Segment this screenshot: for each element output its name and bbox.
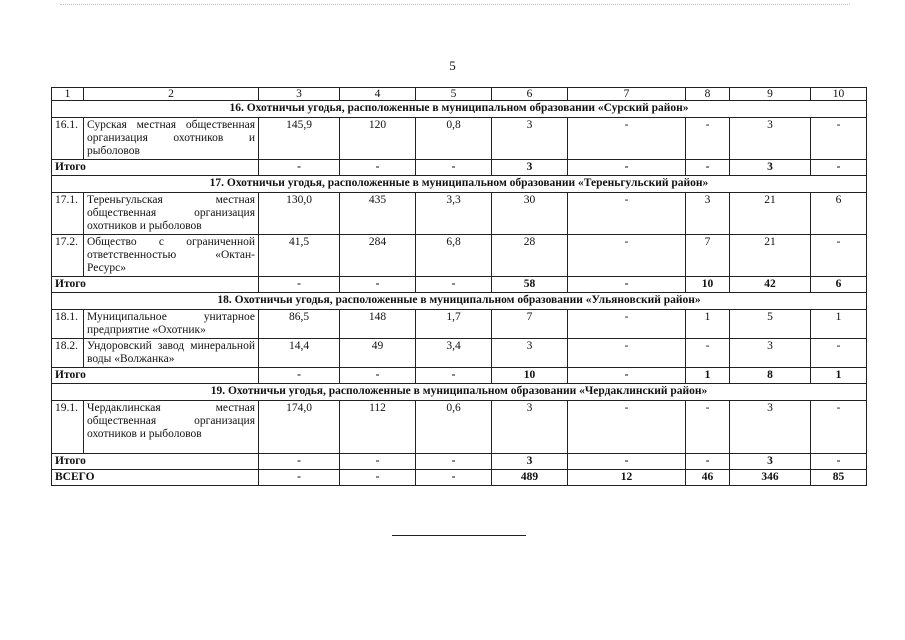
subtotal-c5: - bbox=[416, 160, 492, 176]
cell-c4: 49 bbox=[340, 339, 416, 368]
subtotal-c8: - bbox=[686, 454, 730, 470]
organization-name: Чердаклинская местная общественная организация охотников и рыболовов bbox=[84, 401, 259, 454]
cell-c3: 41,5 bbox=[259, 235, 340, 277]
cell-c7: - bbox=[568, 235, 686, 277]
table-row bbox=[52, 118, 867, 160]
col-header: 1 bbox=[52, 88, 84, 101]
subtotal-c3: - bbox=[259, 160, 340, 176]
grand-total-label: ВСЕГО bbox=[52, 470, 259, 486]
cell-c4: 120 bbox=[340, 118, 416, 160]
hunting-grounds-table bbox=[51, 87, 867, 486]
subtotal-label: Итого bbox=[52, 160, 259, 176]
table-row bbox=[52, 310, 867, 339]
organization-name: Муниципальное унитарное предприятие «Охотник» bbox=[84, 310, 259, 339]
subtotal-c4: - bbox=[340, 454, 416, 470]
cell-c9: 21 bbox=[730, 235, 811, 277]
cell-c8: 3 bbox=[686, 193, 730, 235]
col-header: 3 bbox=[259, 88, 340, 101]
cell-c8: - bbox=[686, 339, 730, 368]
col-header: 8 bbox=[686, 88, 730, 101]
subtotal-c5: - bbox=[416, 454, 492, 470]
section-header-row bbox=[52, 176, 867, 193]
grand-total-c7: 12 bbox=[568, 470, 686, 486]
cell-c7: - bbox=[568, 339, 686, 368]
subtotal-c3: - bbox=[259, 368, 340, 384]
subtotal-row bbox=[52, 160, 867, 176]
grand-total-row bbox=[52, 470, 867, 486]
table-row bbox=[52, 401, 867, 454]
cell-c5: 0,6 bbox=[416, 401, 492, 454]
grand-total-c4: - bbox=[340, 470, 416, 486]
col-header: 10 bbox=[811, 88, 867, 101]
section-title: 16. Охотничьи угодья, расположенные в муниципальном образовании «Сурский район» bbox=[52, 101, 867, 118]
subtotal-c10: - bbox=[811, 160, 867, 176]
scan-artifact-line bbox=[60, 4, 850, 5]
cell-c3: 14,4 bbox=[259, 339, 340, 368]
cell-c4: 284 bbox=[340, 235, 416, 277]
table-row bbox=[52, 235, 867, 277]
subtotal-c8: 10 bbox=[686, 277, 730, 293]
table-row bbox=[52, 193, 867, 235]
section-header-row bbox=[52, 384, 867, 401]
cell-c10: - bbox=[811, 339, 867, 368]
cell-c7: - bbox=[568, 401, 686, 454]
end-divider-line bbox=[392, 535, 526, 536]
grand-total-c10: 85 bbox=[811, 470, 867, 486]
subtotal-c6: 58 bbox=[492, 277, 568, 293]
subtotal-c7: - bbox=[568, 368, 686, 384]
subtotal-c3: - bbox=[259, 454, 340, 470]
row-number: 19.1. bbox=[52, 401, 84, 454]
subtotal-row bbox=[52, 368, 867, 384]
cell-c10: - bbox=[811, 401, 867, 454]
subtotal-c8: 1 bbox=[686, 368, 730, 384]
cell-c8: 7 bbox=[686, 235, 730, 277]
col-header: 4 bbox=[340, 88, 416, 101]
cell-c9: 5 bbox=[730, 310, 811, 339]
subtotal-c9: 3 bbox=[730, 454, 811, 470]
col-header: 2 bbox=[84, 88, 259, 101]
subtotal-c7: - bbox=[568, 277, 686, 293]
page-number: 5 bbox=[449, 58, 456, 73]
subtotal-c7: - bbox=[568, 454, 686, 470]
subtotal-row bbox=[52, 277, 867, 293]
subtotal-label: Итого bbox=[52, 454, 259, 470]
row-number: 16.1. bbox=[52, 118, 84, 160]
col-header: 7 bbox=[568, 88, 686, 101]
cell-c8: - bbox=[686, 401, 730, 454]
subtotal-c10: 1 bbox=[811, 368, 867, 384]
section-header-row bbox=[52, 293, 867, 310]
grand-total-c3: - bbox=[259, 470, 340, 486]
subtotal-c9: 8 bbox=[730, 368, 811, 384]
subtotal-c9: 42 bbox=[730, 277, 811, 293]
cell-c8: 1 bbox=[686, 310, 730, 339]
cell-c9: 3 bbox=[730, 401, 811, 454]
grand-total-c9: 346 bbox=[730, 470, 811, 486]
cell-c5: 0,8 bbox=[416, 118, 492, 160]
cell-c7: - bbox=[568, 310, 686, 339]
subtotal-c6: 10 bbox=[492, 368, 568, 384]
cell-c3: 130,0 bbox=[259, 193, 340, 235]
subtotal-c5: - bbox=[416, 277, 492, 293]
cell-c5: 1,7 bbox=[416, 310, 492, 339]
cell-c3: 86,5 bbox=[259, 310, 340, 339]
subtotal-c7: - bbox=[568, 160, 686, 176]
grand-total-c6: 489 bbox=[492, 470, 568, 486]
subtotal-c3: - bbox=[259, 277, 340, 293]
cell-c10: 1 bbox=[811, 310, 867, 339]
subtotal-c8: - bbox=[686, 160, 730, 176]
cell-c5: 3,3 bbox=[416, 193, 492, 235]
row-number: 17.1. bbox=[52, 193, 84, 235]
section-title: 17. Охотничьи угодья, расположенные в муниципальном образовании «Тереньгульский район» bbox=[52, 176, 867, 193]
section-title: 18. Охотничьи угодья, расположенные в муниципальном образовании «Ульяновский район» bbox=[52, 293, 867, 310]
cell-c4: 435 bbox=[340, 193, 416, 235]
organization-name: Общество с ограниченной ответственностью «Октан-Ресурс» bbox=[84, 235, 259, 277]
column-number-row bbox=[52, 88, 867, 101]
cell-c5: 3,4 bbox=[416, 339, 492, 368]
cell-c10: - bbox=[811, 235, 867, 277]
col-header: 5 bbox=[416, 88, 492, 101]
subtotal-c9: 3 bbox=[730, 160, 811, 176]
cell-c6: 3 bbox=[492, 401, 568, 454]
subtotal-c5: - bbox=[416, 368, 492, 384]
cell-c6: 28 bbox=[492, 235, 568, 277]
cell-c4: 148 bbox=[340, 310, 416, 339]
cell-c5: 6,8 bbox=[416, 235, 492, 277]
row-number: 18.1. bbox=[52, 310, 84, 339]
cell-c6: 30 bbox=[492, 193, 568, 235]
cell-c7: - bbox=[568, 193, 686, 235]
section-title: 19. Охотничьи угодья, расположенные в муниципальном образовании «Чердаклинский район» bbox=[52, 384, 867, 401]
subtotal-c6: 3 bbox=[492, 454, 568, 470]
subtotal-label: Итого bbox=[52, 277, 259, 293]
cell-c7: - bbox=[568, 118, 686, 160]
cell-c4: 112 bbox=[340, 401, 416, 454]
organization-name: Сурская местная общественная организация охотников и рыболовов bbox=[84, 118, 259, 160]
organization-name: Ундоровский завод минеральной воды «Волжанка» bbox=[84, 339, 259, 368]
subtotal-c4: - bbox=[340, 277, 416, 293]
cell-c8: - bbox=[686, 118, 730, 160]
cell-c6: 3 bbox=[492, 339, 568, 368]
subtotal-c4: - bbox=[340, 368, 416, 384]
cell-c3: 174,0 bbox=[259, 401, 340, 454]
col-header: 9 bbox=[730, 88, 811, 101]
row-number: 17.2. bbox=[52, 235, 84, 277]
cell-c6: 7 bbox=[492, 310, 568, 339]
subtotal-label: Итого bbox=[52, 368, 259, 384]
subtotal-c10: 6 bbox=[811, 277, 867, 293]
cell-c10: - bbox=[811, 118, 867, 160]
col-header: 6 bbox=[492, 88, 568, 101]
cell-c6: 3 bbox=[492, 118, 568, 160]
grand-total-c5: - bbox=[416, 470, 492, 486]
subtotal-c10: - bbox=[811, 454, 867, 470]
row-number: 18.2. bbox=[52, 339, 84, 368]
cell-c10: 6 bbox=[811, 193, 867, 235]
organization-name: Тереньгульская местная общественная организация охотников и рыболовов bbox=[84, 193, 259, 235]
subtotal-c6: 3 bbox=[492, 160, 568, 176]
grand-total-c8: 46 bbox=[686, 470, 730, 486]
cell-c3: 145,9 bbox=[259, 118, 340, 160]
table-row bbox=[52, 339, 867, 368]
cell-c9: 3 bbox=[730, 118, 811, 160]
subtotal-c4: - bbox=[340, 160, 416, 176]
cell-c9: 21 bbox=[730, 193, 811, 235]
subtotal-row bbox=[52, 454, 867, 470]
section-header-row bbox=[52, 101, 867, 118]
cell-c9: 3 bbox=[730, 339, 811, 368]
